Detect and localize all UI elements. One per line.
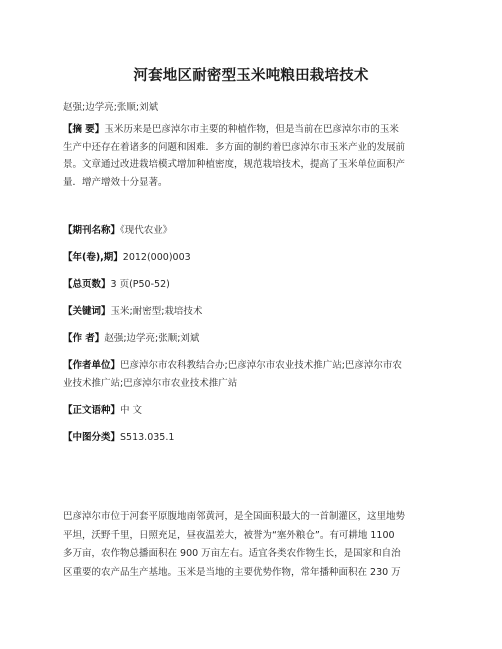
field-label: 【中图分类】	[63, 432, 121, 443]
abstract-line: 【摘 要】玉米历来是巴彦淖尔市主要的种植作物，但是当前在巴彦淖尔市的玉米	[63, 124, 399, 135]
field-label: 【作者单位】	[63, 360, 121, 371]
author-unit-field	[63, 357, 441, 392]
abstract-section	[63, 121, 441, 191]
abstract-label: 【摘 要】	[63, 124, 105, 135]
field-value: 《现代农业》	[120, 225, 173, 236]
abstract-line: 生产中还存在着诸多的问题和困难．多方面的制约着巴彦淖尔市玉米产业的发展前	[63, 141, 406, 153]
language-field	[63, 402, 441, 420]
classification-field	[63, 429, 441, 447]
body-line: 区重要的农产品生产基地。玉米是当地的主要优势作物，常年播种面积在 230 万	[63, 566, 401, 578]
journal-name-field	[63, 222, 441, 240]
field-value: 2012(000)003	[122, 252, 191, 263]
author-line: 赵强;边学亮;张顺;刘斌	[63, 102, 159, 113]
body-paragraph	[63, 508, 441, 582]
field-label: 【正文语种】	[63, 405, 121, 416]
field-value: 业技术推广站;巴彦淖尔市农业技术推广站	[63, 377, 238, 389]
field-value: 玉米;耐密型;栽培技术	[110, 306, 203, 317]
field-label: 【作 者】	[63, 333, 105, 344]
body-line: 平坦，沃野千里，日照充足，昼夜温差大，被誉为“塞外粮仓”。有可耕地 1100	[63, 529, 395, 541]
body-line: 多万亩，农作物总播面积在 900 万亩左右。适宜各类农作物生长，是国家和自治	[63, 548, 401, 559]
abstract-line: 景。文章通过改进栽培模式增加种植密度，规范栽培技术，提高了玉米单位面积产	[63, 159, 406, 170]
field-value: 中 文	[120, 405, 143, 416]
document-title: 河套地区耐密型玉米吨粮田栽培技术	[133, 68, 369, 84]
volume-issue-field	[63, 249, 441, 267]
field-label: 【期刊名称】	[63, 225, 121, 236]
field-label: 【总页数】	[63, 279, 111, 290]
page-count-field	[63, 276, 441, 294]
field-label: 【关键词】	[63, 306, 111, 317]
field-value: S513.035.1	[120, 432, 175, 443]
field-value: 巴彦淖尔市农科教结合办;巴彦淖尔市农业技术推广站;巴彦淖尔市农	[120, 360, 402, 371]
field-label: 【年(卷),期】	[63, 252, 123, 263]
body-line: 巴彦淖尔市位于河套平原腹地南邻黄河，是全国面积最大的一首制灌区，这里地势	[63, 511, 406, 522]
keywords-field	[63, 303, 441, 321]
field-value: 3 页(P50-52)	[110, 279, 170, 290]
authors-field	[63, 330, 441, 348]
abstract-line: 量．增产增效十分显著。	[63, 176, 168, 188]
field-value: 赵强;边学亮;张顺;刘斌	[104, 333, 200, 344]
